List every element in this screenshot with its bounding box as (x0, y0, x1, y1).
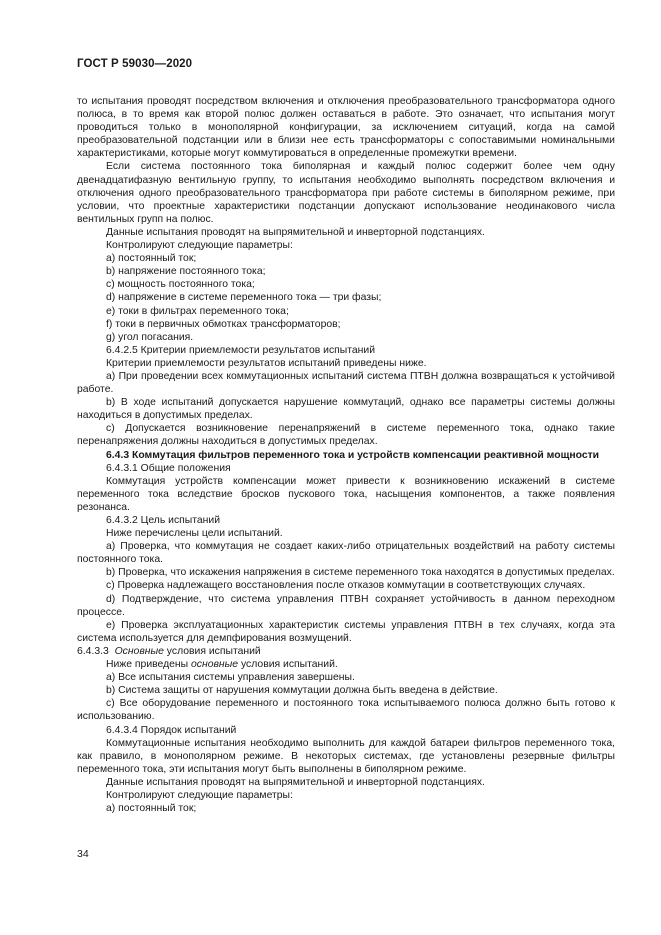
page-number: 34 (77, 848, 89, 860)
paragraph: Критерии приемлемости результатов испытаний приведены ниже. (106, 357, 427, 369)
paragraph: Ниже приведены основные условия испытаний. (106, 659, 338, 671)
paragraph: Коммутационные испытания необходимо выполнить для каждой батареи фильтров переменного тока, как правило, в монополярном режиме. В некоторых системах, где установлены резервные фильтры переменного тока, эти испытания могут быть выполнены в биполярном режиме. (77, 737, 615, 775)
paragraph: Если система постоянного тока биполярная и каждый полюс содержит более чем одну двенадцатифазную вентильную группу, то испытания необходимо выполнять посредством включения и отключения одного преобразовательного трансформатора при работе системы в биполярном режиме, при условии, что проектные характеристики подстанции допускают использование неодинакового числа вентильных групп на полюс. (77, 161, 615, 225)
list-item: а) Все испытания системы управления завершены. (106, 672, 355, 684)
list-item: d) напряжение в системе переменного тока — три фазы; (106, 292, 382, 304)
section-number: 6.4.3.3 (77, 645, 109, 657)
paragraph: Контролируют следующие параметры: (106, 789, 293, 801)
paragraph: Данные испытания проводят на выпрямительной и инверторной подстанциях. (106, 226, 485, 238)
list-item: а) При проведении всех коммутационных испытаний система ПТВН должна возвращаться к устойчивой работе. (77, 370, 615, 396)
emphasis: основные (191, 659, 239, 671)
paragraph: Ниже перечислены цели испытаний. (106, 528, 283, 540)
list-item: b) напряжение постоянного тока; (106, 266, 266, 278)
document-header: ГОСТ Р 59030—2020 (77, 58, 193, 70)
document-body (77, 95, 615, 815)
paragraph: Коммутация устройств компенсации может привести к возникновению искажений в системе переменного тока вследствие бросков пускового тока, насыщения компонентов, а также появления резонанса. (77, 475, 615, 513)
section-heading (77, 645, 615, 658)
list-item: d) Подтверждение, что система управления ПТВН сохраняет устойчивость в данном переходном процессе. (77, 593, 615, 618)
section-heading: 6.4.3.1 Общие положения (106, 462, 231, 474)
list-item: с) Все оборудование переменного и постоянного тока испытываемого полюса должно быть готово к использованию. (77, 698, 615, 723)
paragraph: Контролируют следующие параметры: (106, 240, 293, 252)
list-item: b) В ходе испытаний допускается нарушение коммутаций, однако все параметры системы должны находиться в допустимых пределах. (77, 397, 615, 422)
list-item: g) угол погасания. (106, 331, 194, 343)
section-title: условия испытаний (166, 645, 261, 657)
list-item: с) Допускается возникновение перенапряжений в системе переменного тока, однако такие перенапряжения должны находиться в допустимых пределах. (77, 423, 615, 448)
list-item: а) Проверка, что коммутация не создает каких-либо отрицательных воздействий на работу системы постоянного тока. (77, 541, 615, 566)
paragraph: то испытания проводят посредством включения и отключения преобразовательного трансформатора одного полюса, в то время как второй полюс должен оставаться в работе. Это означает, что испытания могут проводиться только в монополярной конфигурации, за исключением ситуаций, когда на самой преобразовательной подстанции или в близи нее есть трансформаторы с сопоставимыми номинальными характеристиками, которые могут коммутироваться в определенные промежутки времени. (77, 96, 615, 160)
list-item: е) токи в фильтрах переменного тока; (106, 305, 289, 317)
list-item: b) Система защиты от нарушения коммутации должна быть введена в действие. (106, 685, 498, 697)
emphasis: Основные (114, 645, 164, 657)
list-item: b) Проверка, что искажения напряжения в системе переменного тока находятся в допустимых пределах. (106, 567, 615, 579)
list-item: с) мощность постоянного тока; (106, 279, 255, 291)
section-heading: 6.4.3 Коммутация фильтров переменного тока и устройств компенсации реактивной мощности (106, 449, 600, 461)
section-heading: 6.4.2.5 Критерии приемлемости результатов испытаний (106, 344, 376, 356)
section-heading: 6.4.3.2 Цель испытаний (106, 515, 221, 526)
paragraph: Данные испытания проводят на выпрямительной и инверторной подстанциях. (106, 776, 485, 788)
list-item: f) токи в первичных обмотках трансформаторов; (106, 318, 341, 330)
list-item: а) постоянный ток; (106, 803, 197, 815)
section-heading: 6.4.3.4 Порядок испытаний (106, 724, 237, 736)
list-item: е) Проверка эксплуатационных характеристик системы управления ПТВН в тех случаях, когда эта система используется для демпфирования возмущений. (77, 619, 615, 644)
list-item: с) Проверка надлежащего восстановления после отказов коммутации в соответствующих случаях. (106, 580, 586, 592)
list-item: а) постоянный ток; (106, 253, 197, 265)
